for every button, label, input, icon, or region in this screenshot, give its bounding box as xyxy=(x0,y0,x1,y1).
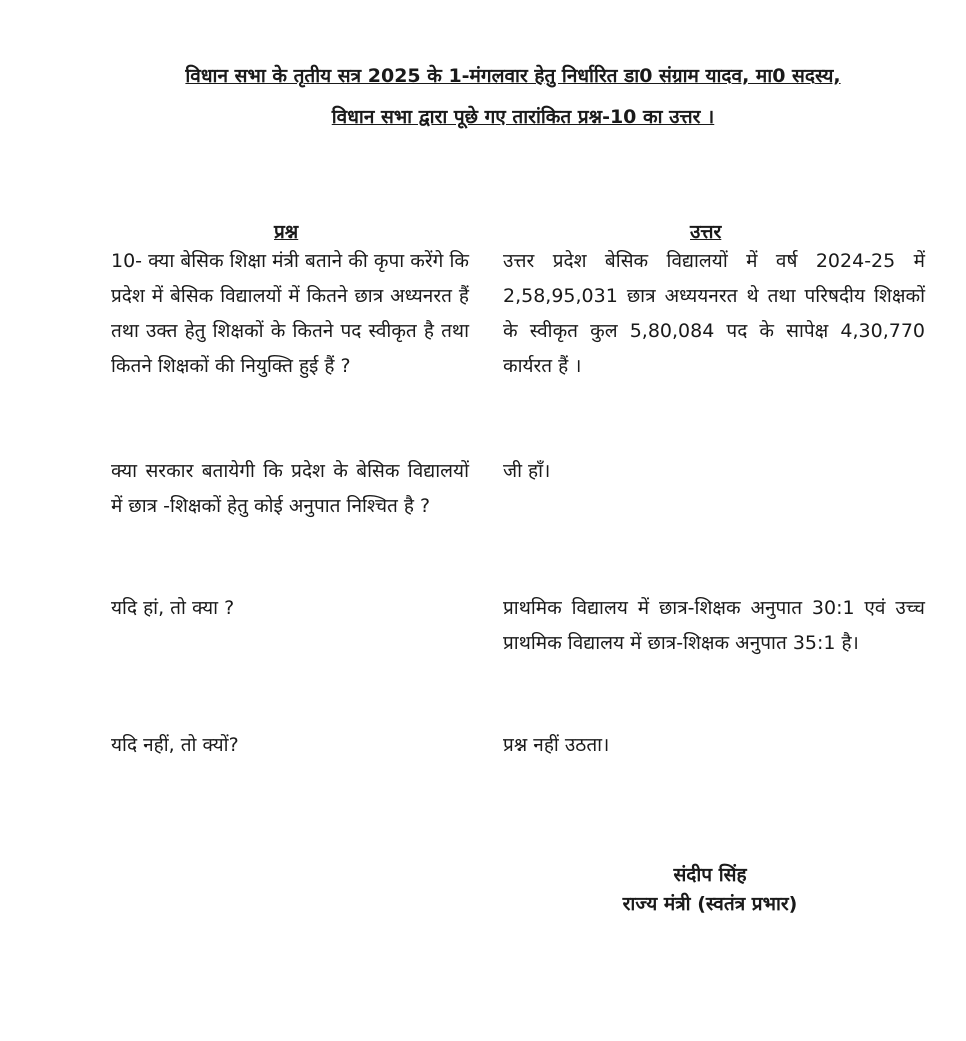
signatory-name: संदीप सिंह xyxy=(673,864,747,886)
document-heading-line-2: विधान सभा द्वारा पूछे गए तारांकित प्रश्न-10 का उत्तर । xyxy=(331,106,715,128)
answer-4: प्रश्न नहीं उठता। xyxy=(503,734,610,756)
question-3: यदि हां, तो क्या ? xyxy=(111,597,235,619)
document-heading-line-1: विधान सभा के तृतीय सत्र 2025 के 1-मंगलवार हेतु निर्धारित डा0 संग्राम यादव, मा0 सदस्य, xyxy=(185,65,841,87)
question-column-heading: प्रश्न xyxy=(274,221,299,243)
answer-1: उत्तर प्रदेश बेसिक विद्यालयों में वर्ष 2024-25 में 2,58,95,031 छात्र अध्ययनरत थे तथा परिषदीय शिक्षकों के स्वीकृत कुल 5,80,084 पद के सापेक्ष 4,30,770 कार्यरत हैं । xyxy=(503,250,925,377)
question-2: क्या सरकार बतायेगी कि प्रदेश के बेसिक विद्यालयों में छात्र -शिक्षकों हेतु कोई अनुपात निश्चित है ? xyxy=(111,460,469,517)
answer-2: जी हाँ। xyxy=(503,460,551,482)
answer-3: प्राथमिक विद्यालय में छात्र-शिक्षक अनुपात 30:1 एवं उच्च प्राथमिक विद्यालय में छात्र-शिक्षक अनुपात 35:1 है। xyxy=(503,597,925,654)
question-4: यदि नहीं, तो क्यों? xyxy=(111,734,239,756)
question-1: 10- क्या बेसिक शिक्षा मंत्री बताने की कृपा करेंगे कि प्रदेश में बेसिक विद्यालयों में कितने छात्र अध्यनरत हैं तथा उक्त हेतु शिक्षकों के कितने पद स्वीकृत है तथा कितने शिक्षकों की नियुक्ति हुई हैं ? xyxy=(111,250,469,377)
answer-column-heading: उत्तर xyxy=(690,221,722,243)
signatory-title: राज्य मंत्री (स्वतंत्र प्रभार) xyxy=(622,893,798,915)
